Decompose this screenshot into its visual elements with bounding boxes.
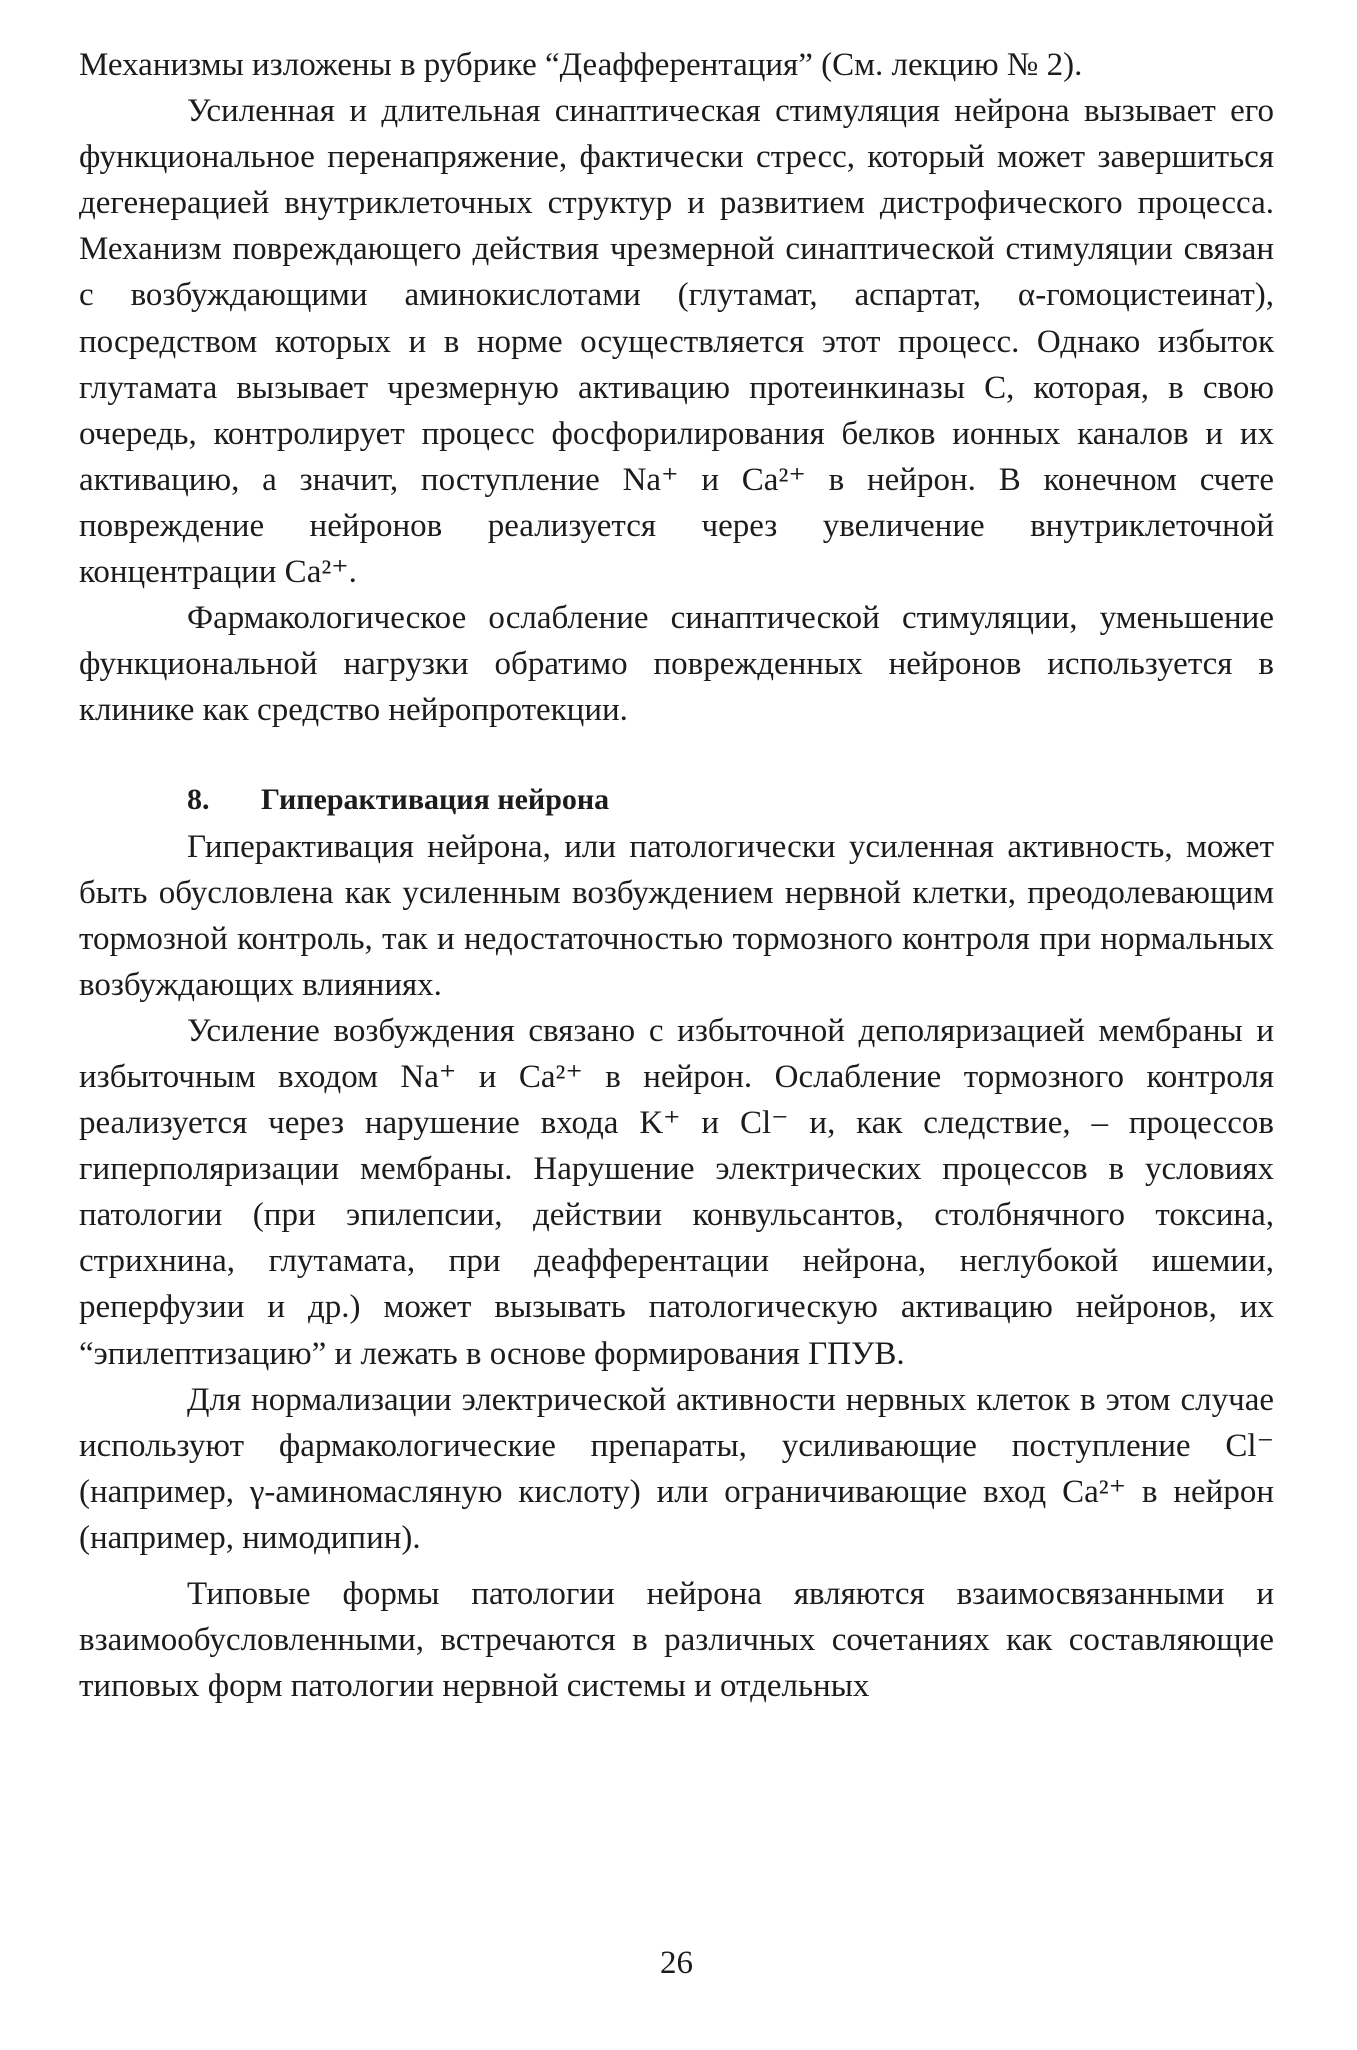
section-title: Гиперактивация нейрона bbox=[261, 783, 610, 817]
paragraph-synaptic-stimulation: Усиленная и длительная синаптическая стимуляция нейрона вызывает его функциональное перенапряжение, фактически стресс, который может завершиться дегенерацией внутриклеточных структур и развитием дистрофического процесса. Механизм повреждающего действия чрезмерной синаптической стимуляции связан с возбуждающими аминокислотами (глутамат, аспартат, α-гомоцистеинат), посредством которых и в норме осуществляется этот процесс. Однако избыток глутамата вызывает чрезмерную активацию протеинкиназы С, которая, в свою очередь, контролирует процесс фосфорилирования белков ионных каналов и их активацию, а значит, поступление Na⁺ и Ca²⁺ в нейрон. В конечном счете повреждение нейронов реализуется через увеличение внутриклеточной концентрации Ca²⁺. bbox=[79, 93, 1274, 591]
document-page bbox=[79, 42, 1274, 2032]
paragraph-typical-forms: Типовые формы патологии нейрона являются взаимосвязанными и взаимообусловленными, встречаются в различных сочетаниях как составляющие типовых форм патологии нервной системы и отдельных bbox=[79, 1576, 1274, 1705]
section-heading bbox=[79, 777, 1274, 823]
paragraph-hyperactivation: Гиперактивация нейрона, или патологически усиленная активность, может быть обусловлена как усиленным возбуждением нервной клетки, преодолевающим тормозной контроль, так и недостаточностью тормозного контроля при нормальных возбуждающих влияниях. bbox=[79, 828, 1274, 1003]
paragraph-neuroprotection: Фармакологическое ослабление синаптической стимуляции, уменьшение функциональной нагрузки обратимо поврежденных нейронов используется в клинике как средство нейропротекции. bbox=[79, 600, 1274, 729]
page-number: 26 bbox=[660, 1945, 693, 1981]
paragraph-intro: Механизмы изложены в рубрике “Деафферентация” (См. лекцию № 2). bbox=[79, 47, 1083, 83]
paragraph-excitation: Усиление возбуждения связано с избыточной деполяризацией мембраны и избыточным входом Na⁺ и Ca²⁺ в нейрон. Ослабление тормозного контроля реализуется через нарушение входа K⁺ и Cl⁻ и, как следствие, – процессов гиперполяризации мембраны. Нарушение электрических процессов в условиях патологии (при эпилепсии, действии конвульсантов, столбнячного токсина, стрихнина, глутамата, при деафферентации нейрона, неглубокой ишемии, реперфузии и др.) может вызывать патологическую активацию нейронов, их “эпилептизацию” и лежать в основе формирования ГПУВ. bbox=[79, 1012, 1274, 1372]
paragraph-normalization: Для нормализации электрической активности нервных клеток в этом случае используют фармакологические препараты, усиливающие поступление Cl⁻ (например, γ-аминомасляную кислоту) или ограничивающие вход Ca²⁺ в нейрон (например, нимодипин). bbox=[79, 1381, 1274, 1556]
section-number: 8. bbox=[187, 783, 210, 817]
